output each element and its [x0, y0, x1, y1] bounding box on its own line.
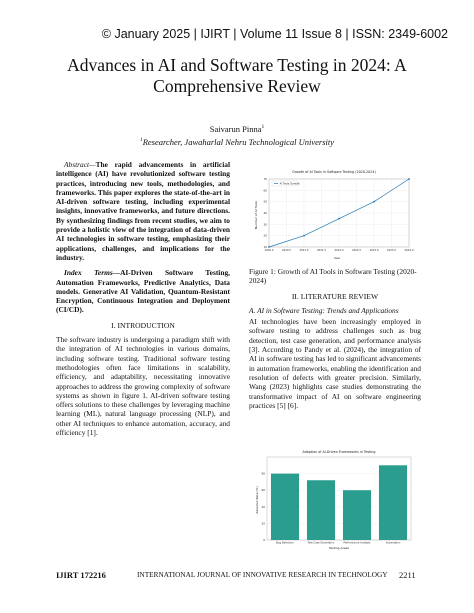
lit-review-heading: II. LITERATURE REVIEW	[291, 291, 379, 301]
left-column	[56, 160, 230, 437]
footer-page-number: 2211	[399, 570, 416, 580]
affiliation-superscript: 1	[139, 137, 143, 144]
right-column	[249, 267, 421, 410]
chart1-point	[373, 201, 375, 203]
author-name: Saivarun Pinna	[209, 124, 262, 134]
abstract	[56, 160, 230, 262]
chart2-xtick-label: Performance Analysis	[343, 541, 371, 545]
chart2-ytick-label: 60	[261, 488, 265, 493]
chart1-xtick-label: 2024.0	[404, 249, 414, 252]
author	[0, 124, 474, 134]
chart2-ylabel: Adoption Rate (%)	[255, 486, 259, 514]
title-line-2: Comprehensive Review	[153, 76, 321, 96]
chart1-title: Growth of AI Tools in Software Testing (2020-2024)	[292, 170, 376, 174]
chart1-xtick-label: 2022.0	[334, 249, 344, 252]
index-terms-text: AI-Driven Software Testing, Automation Frameworks, Predictive Analytics, Data models. Generative AI Validation, Quantum-Resistant Encryption, Continuous Integration and Deployment (CI/CD).	[56, 268, 230, 315]
chart1-ytick-label: 60	[263, 188, 267, 193]
chart2-xlabel: Testing Areas	[329, 546, 349, 550]
affiliation-text: Researcher, Jawaharlal Nehru Technological University	[142, 137, 335, 147]
chart1-point	[268, 246, 270, 248]
index-terms	[56, 268, 230, 314]
title-line-1: Advances in AI and Software Testing in 2024: A	[67, 55, 407, 75]
chart1-xtick-label: 2021.5	[316, 249, 327, 252]
chart2-ytick-label: 40	[261, 504, 265, 509]
line-chart	[249, 165, 419, 263]
figure-1-chart	[249, 165, 419, 263]
chart1-xtick-label: 2023.5	[386, 249, 397, 252]
figure-1-caption: Figure 1: Growth of AI Tools in Software Testing (2020-2024)	[249, 267, 417, 286]
lit-review-paragraph: AI technologies have been increasingly employed in software testing to address challenges such as bug detection, test case generation, and performance analysis [3]. According to Pandy et al. (2024), the integration of AI in software testing has led to significant advancements in automation frameworks, enabling the identification and resolution of defects with greater precision. Similarly, Wang (2023) highlights case studies demonstrating the transformative impact of AI on software engineering practices [5] [6].	[249, 317, 421, 410]
chart1-xtick-label: 2023.0	[369, 249, 379, 252]
abstract-label: Abstract—	[64, 160, 96, 169]
chart1-ytick-label: 40	[263, 211, 267, 215]
chart2-ytick-label: 20	[261, 521, 265, 526]
chart1-xtick-label: 2020.5	[281, 249, 292, 252]
chart2-ytick-label: 80	[261, 471, 265, 476]
chart2-bar	[379, 465, 407, 540]
chart1-legend-label: AI Tools Growth	[279, 182, 300, 186]
chart1-xlabel: Year	[333, 256, 341, 260]
intro-paragraph: The software industry is undergoing a paradigm shift with the integration of AI technologies in various domains, including software testing. Traditional software testing methodologies often face limitations in scalability, efficiency, and adaptability, necessitating innovative approaches to address the growing complexity of software systems as shown in figure 1. AI-driven software testing offers solutions to these challenges by leveraging machine learning (ML), natural language processing (NLP), and other AI techniques to enhance automation, accuracy, and efficiency [1].	[56, 335, 230, 438]
figure-2-chart	[249, 445, 419, 553]
paper-title	[0, 55, 474, 97]
chart1-point	[303, 235, 305, 237]
footer-journal: INTERNATIONAL JOURNAL OF INNOVATIVE RESEARCH IN TECHNOLOGY	[137, 570, 388, 579]
lit-review-subheading: A. AI in Software Testing: Trends and Applications	[249, 305, 399, 315]
chart2-xtick-label: Automation	[385, 541, 401, 545]
chart1-xtick-label: 2022.5	[351, 249, 362, 252]
bar-chart	[249, 445, 419, 553]
journal-header: © January 2025 | IJIRT | Volume 11 Issue 8 | ISSN: 2349-6002	[101, 27, 448, 41]
intro-heading: I. INTRODUCTION	[111, 320, 175, 330]
chart2-ytick-label: 0	[263, 538, 265, 542]
footer-paper-id: IJIRT 172216	[56, 570, 106, 580]
chart1-ytick-label: 50	[263, 199, 267, 204]
chart2-title: Adoption of AI-Driven Frameworks in Testing	[302, 450, 376, 454]
chart1-point	[408, 178, 410, 180]
author-superscript: 1	[261, 124, 265, 131]
chart1-ytick-label: 10	[263, 245, 267, 249]
chart2-bar	[343, 490, 371, 540]
chart2-bar	[307, 480, 335, 540]
affiliation	[0, 137, 474, 147]
chart1-point	[338, 218, 340, 220]
chart1-xtick-label: 2020.0	[264, 249, 274, 252]
chart1-ytick-label: 70	[263, 177, 267, 181]
chart1-ytick-label: 30	[263, 222, 267, 227]
abstract-text: The rapid advancements in artificial intelligence (AI) have revolutionized software testing practices, introducing new tools, methodologies, and frameworks. This paper explores the state-of-the-art in AI-driven software testing, including experimental insights, innovative frameworks, and future directions. By synthesizing findings from recent studies, we aim to provide a holistic view of the integration of data-driven AI technologies in software testing, emphasizing their applications, challenges, and implications for the industry.	[56, 160, 230, 262]
chart1-ylabel: Number of AI Tools	[254, 200, 258, 230]
chart2-bar	[271, 474, 299, 540]
chart1-xtick-label: 2021.0	[299, 249, 309, 252]
chart2-xtick-label: Bug Detection	[276, 541, 294, 545]
chart2-xtick-label: Test Case Generation	[307, 541, 335, 545]
chart1-ytick-label: 20	[263, 233, 267, 238]
index-terms-label: Index Terms—	[64, 268, 121, 278]
